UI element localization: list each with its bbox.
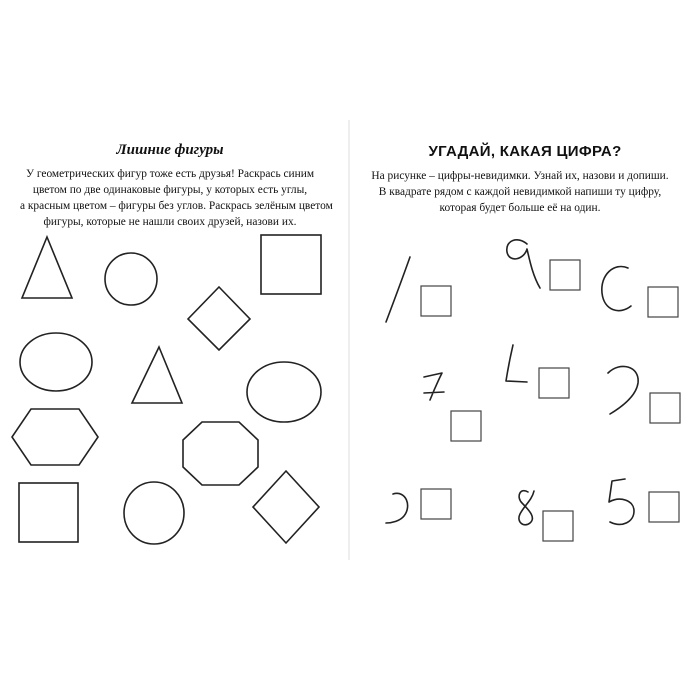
hexagon-shape[interactable] xyxy=(12,409,98,465)
hidden-digit-6 xyxy=(602,267,631,311)
answer-box[interactable] xyxy=(539,368,569,398)
triangle-shape[interactable] xyxy=(132,347,182,403)
instruction-line: цветом по две одинаковые фигуры, у которых есть углы, xyxy=(32,184,308,196)
instruction-line: На рисунке – цифры-невидимки. Узнай их, назови и допиши. xyxy=(371,170,669,182)
hidden-digit-8 xyxy=(519,491,534,525)
square-shape[interactable] xyxy=(261,235,321,294)
ellipse-shape[interactable] xyxy=(247,362,321,422)
hidden-digit-4 xyxy=(506,345,527,382)
instruction-line: В квадрате рядом с каждой невидимкой напиши ту цифру, xyxy=(378,186,662,198)
circle-shape[interactable] xyxy=(124,482,184,544)
rhombus-shape[interactable] xyxy=(253,471,319,543)
answer-box[interactable] xyxy=(550,260,580,290)
answer-box[interactable] xyxy=(451,411,481,441)
instruction-line: которая будет больше её на один. xyxy=(439,202,601,214)
answer-box[interactable] xyxy=(650,393,680,423)
triangle-shape[interactable] xyxy=(22,237,72,298)
left-page-title: Лишние фигуры xyxy=(116,142,224,158)
answer-box[interactable] xyxy=(421,286,451,316)
instruction-line: фигуры, которые не нашли своих друзей, назови их. xyxy=(43,216,297,228)
answer-box[interactable] xyxy=(543,511,573,541)
circle-shape[interactable] xyxy=(105,253,157,305)
rhombus-shape[interactable] xyxy=(188,287,250,350)
instruction-line: У геометрических фигур тоже есть друзья! Раскрась синим xyxy=(25,168,315,180)
answer-box[interactable] xyxy=(648,287,678,317)
ellipse-shape[interactable] xyxy=(20,333,92,391)
hidden-digit-9 xyxy=(507,240,540,288)
hidden-digit-7 xyxy=(424,373,444,400)
square-shape[interactable] xyxy=(19,483,78,542)
hidden-digit-2 xyxy=(608,366,638,414)
hidden-digit-1 xyxy=(386,257,410,322)
instruction-line: а красным цветом – фигуры без углов. Раскрась зелёным цветом xyxy=(20,200,333,212)
answer-box[interactable] xyxy=(649,492,679,522)
hidden-digit-3 xyxy=(386,493,408,523)
answer-box[interactable] xyxy=(421,489,451,519)
right-page-title: УГАДАЙ, КАКАЯ ЦИФРА? xyxy=(428,143,622,160)
hidden-digit-5 xyxy=(609,479,634,524)
octagon-shape[interactable] xyxy=(183,422,258,485)
